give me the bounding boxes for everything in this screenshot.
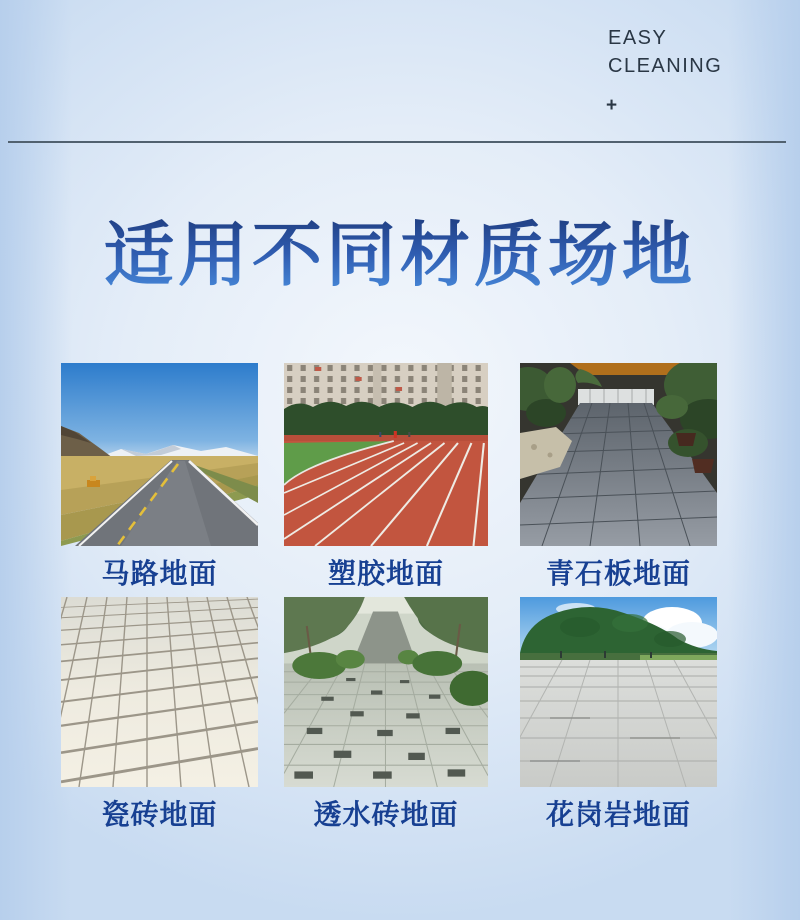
surface-label-ceramic-tile: 瓷砖地面 [101,799,218,830]
surface-label-rubber-track: 塑胶地面 [327,558,444,589]
surface-label-road: 马路地面 [101,558,218,589]
tagline-line1: EASY [608,27,668,49]
surface-card-ceramic-tile [61,597,258,787]
surface-card-bluestone [520,363,717,546]
surface-card-rubber-track [284,363,488,546]
surface-label-granite: 花岗岩地面 [545,799,691,830]
tagline [608,24,722,80]
surface-card-road [61,363,258,546]
surface-label-permeable-brick: 透水砖地面 [313,799,459,830]
tagline-line2: CLEANING [608,55,723,77]
rubber-track-surface-image [284,363,488,546]
road-surface-image [61,363,258,546]
bluestone-slab-surface-image [520,363,717,546]
plus-mark: + [606,95,618,116]
ceramic-tile-surface-image [61,597,258,787]
surface-label-bluestone: 青石板地面 [545,558,691,589]
section-title: 适用不同材质场地 [0,213,800,297]
surface-card-permeable-brick [284,597,488,787]
permeable-brick-surface-image [284,597,488,787]
granite-surface-image [520,597,717,787]
divider-line [8,141,786,143]
surface-card-granite [520,597,717,787]
